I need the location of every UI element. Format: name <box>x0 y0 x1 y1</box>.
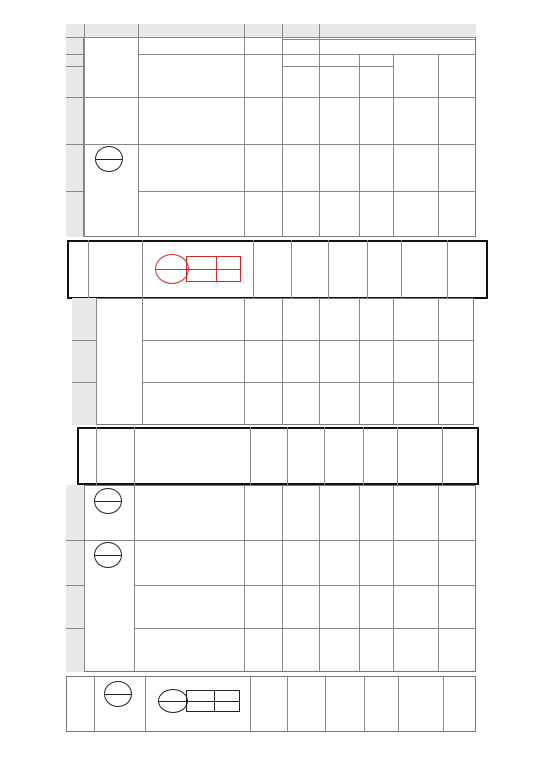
header-epitesi-ovezet-jele <box>138 54 244 97</box>
group-symbol-vt1 <box>95 146 125 174</box>
vline <box>282 485 283 672</box>
row-label <box>72 340 96 382</box>
row-label <box>72 298 96 340</box>
divider <box>156 269 188 270</box>
col-letter-f <box>359 24 393 38</box>
header-szelesseg <box>282 66 319 97</box>
cell-g <box>397 427 442 485</box>
divider <box>96 159 122 160</box>
cell-d <box>287 676 325 732</box>
vline <box>244 298 245 425</box>
row-label <box>67 240 88 299</box>
group-label-telepules <box>86 100 138 140</box>
cell-mod <box>250 676 287 732</box>
hline <box>138 191 476 192</box>
divider <box>159 701 187 702</box>
col-letter-g <box>393 24 438 38</box>
hline <box>134 628 476 629</box>
zone-signature-1-3star <box>155 254 245 286</box>
cell-g <box>401 240 447 299</box>
vline <box>319 485 320 672</box>
vline <box>96 427 97 485</box>
vline <box>84 485 85 672</box>
header-kialakithato <box>282 54 393 66</box>
vline <box>359 298 360 425</box>
row-label <box>66 585 84 628</box>
vline <box>88 240 89 299</box>
hline <box>66 144 476 145</box>
col-letter-a <box>84 24 138 38</box>
vline <box>438 485 439 672</box>
vline <box>145 676 146 732</box>
divider <box>214 690 215 712</box>
cell-g <box>398 676 443 732</box>
cell-h <box>447 240 488 299</box>
cell-h <box>442 427 479 485</box>
header-legnagyobb <box>438 54 476 97</box>
hline <box>66 540 476 541</box>
cell-e <box>325 676 364 732</box>
row-label <box>66 54 84 66</box>
header-beepitesi-mod <box>244 54 282 97</box>
group-label-funkcionalis-1 <box>86 174 138 194</box>
divider <box>105 694 131 695</box>
divider <box>95 555 121 556</box>
col-letter-c <box>244 24 282 38</box>
vline <box>134 485 135 672</box>
vline <box>359 485 360 672</box>
header-zoldfelulet <box>359 66 393 97</box>
row-label <box>66 485 84 540</box>
col-letter-d <box>282 24 319 38</box>
divider <box>186 701 240 702</box>
group-symbol-vt3 <box>94 542 124 570</box>
row-label <box>66 38 84 54</box>
vline <box>96 298 97 425</box>
row-label <box>72 382 96 425</box>
vline <box>393 485 394 672</box>
hline <box>142 382 474 383</box>
row-label <box>66 540 84 585</box>
col-letter-e <box>319 24 359 38</box>
divider <box>216 256 217 282</box>
divider <box>186 269 241 270</box>
header-alkalmazhato <box>138 38 282 54</box>
hline <box>134 585 476 586</box>
vline <box>244 485 245 672</box>
vline <box>142 240 143 299</box>
cell-e <box>324 427 363 485</box>
zone-signature-3-4 <box>158 689 242 715</box>
row-label <box>66 66 84 97</box>
col-letter-h <box>438 24 476 38</box>
group-symbol-vt3b <box>104 681 134 709</box>
header-col-a <box>84 52 138 92</box>
cell-e <box>328 240 367 299</box>
cell-mod <box>250 427 287 485</box>
divider <box>95 501 121 502</box>
cell-d <box>291 240 328 299</box>
vline <box>319 298 320 425</box>
col-letter-b <box>138 24 244 38</box>
group-label-funkcionalis-4 <box>96 708 144 730</box>
group-symbol-vt2 <box>94 488 124 516</box>
vline <box>438 298 439 425</box>
cell-h <box>443 676 476 732</box>
header-telekterulet <box>319 66 359 97</box>
vline <box>393 298 394 425</box>
cell-f <box>367 240 401 299</box>
hline <box>66 97 476 98</box>
vline <box>142 298 143 425</box>
cell-f <box>364 676 398 732</box>
row-label <box>66 144 84 191</box>
vline <box>282 298 283 425</box>
group-label-funkcionalis-2 <box>86 515 134 537</box>
hline <box>142 340 474 341</box>
group-label-funkcionalis-3 <box>86 569 134 591</box>
cell-mod <box>253 240 291 299</box>
row-label <box>66 97 84 144</box>
vline <box>94 676 95 732</box>
header-telekre <box>282 38 476 54</box>
cell-f <box>363 427 397 485</box>
row-label <box>66 191 84 237</box>
cell-d <box>287 427 324 485</box>
header-megengedett <box>393 54 438 97</box>
vline <box>134 427 135 485</box>
table-mid-frame <box>72 298 474 425</box>
row-label <box>66 628 84 672</box>
